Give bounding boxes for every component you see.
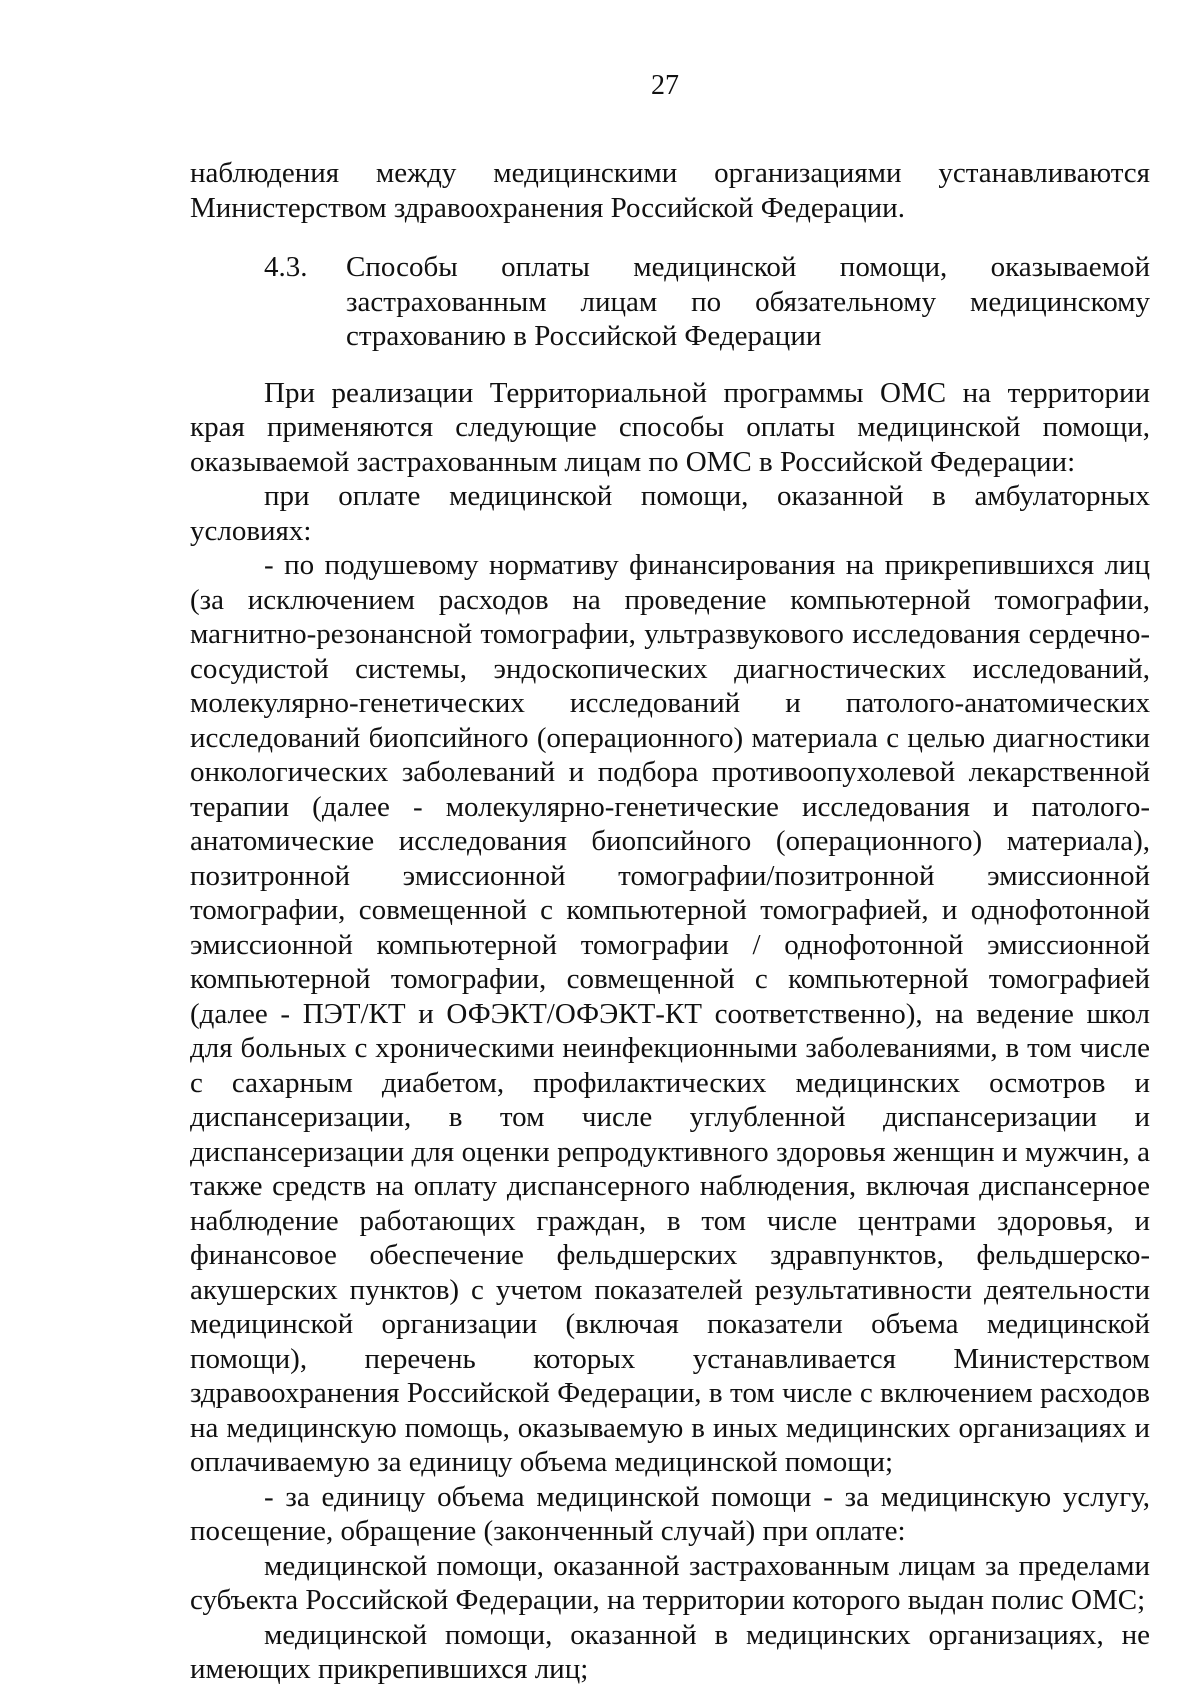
section-title: Способы оплаты медицинской помощи, оказываемой застрахованным лицам по обязательному медицинскому страхованию в Российской Федерации [346,251,1150,352]
paragraph-no-attached: медицинской помощи, оказанной в медицинских организациях, не имеющих прикрепившихся лиц; [190,1618,1150,1685]
page-number: 27 [651,70,679,101]
paragraph-per-capita: - по подушевому нормативу финансирования на прикрепившихся лиц (за исключением расходов на проведение компьютерной томографии, магнитно-резонансной томографии, ультразвукового исследования сердечно-сосудистой системы, эндоскопических диагностических исследований, молекулярно-генетических исследований и патолого-анатомических исследований биопсийного (операционного) материала с целью диагностики онкологических заболеваний и подбора противоопухолевой лекарственной терапии (далее - молекулярно-генетические исследования и патолого-анатомические исследования биопсийного (операционного) материала), позитронной эмиссионной томографии/позитронной эмиссионной томографии, совмещенной с компьютерной томографией, и однофотонной эмиссионной компьютерной томографии / однофотонной эмиссионной компьютерной томографии, совмещенной с компьютерной томографией (далее - ПЭТ/КТ и ОФЭКТ/ОФЭКТ-КТ соответственно), на ведение школ для больных с хроническими неинфекционными заболеваниями, в том числе с сахарным диабетом, профилактических медицинских осмотров и диспансеризации, в том числе углубленной диспансеризации и диспансеризации для оценки репродуктивного здоровья женщин и мужчин, а также средств на оплату диспансерного наблюдения, включая диспансерное наблюдение работающих граждан, в том числе центрами здоровья, и финансовое обеспечение фельдшерских здравпунктов, фельдшерско-акушерских пунктов) с учетом показателей результативности деятельности медицинской организации (включая показатели объема медицинской помощи), перечень которых устанавливается Министерством здравоохранения Российской Федерации, в том числе с включением расходов на медицинскую помощь, оказываемую в иных медицинских организациях и оплачиваемую за единицу объема медицинской помощи; [190,549,1150,1478]
paragraph-unit-volume: - за единицу объема медицинской помощи - за медицинскую услугу, посещение, обращение (законченный случай) при оплате: [190,1480,1150,1547]
section-heading [190,250,1150,354]
section-number: 4.3. [264,251,308,283]
document-body [190,156,1150,1687]
paragraph-outside-region: медицинской помощи, оказанной застрахованным лицам за пределами субъекта Российской Федерации, на территории которого выдан полис ОМС; [190,1549,1150,1616]
paragraph-ambulatory: при оплате медицинской помощи, оказанной в амбулаторных условиях: [190,480,1150,547]
paragraph-continuation: наблюдения между медицинскими организациями устанавливаются Министерством здравоохранения Российской Федерации. [190,157,1150,224]
paragraph-intro: При реализации Территориальной программы ОМС на территории края применяются следующие способы оплаты медицинской помощи, оказываемой застрахованным лицам по ОМС в Российской Федерации: [190,376,1150,478]
